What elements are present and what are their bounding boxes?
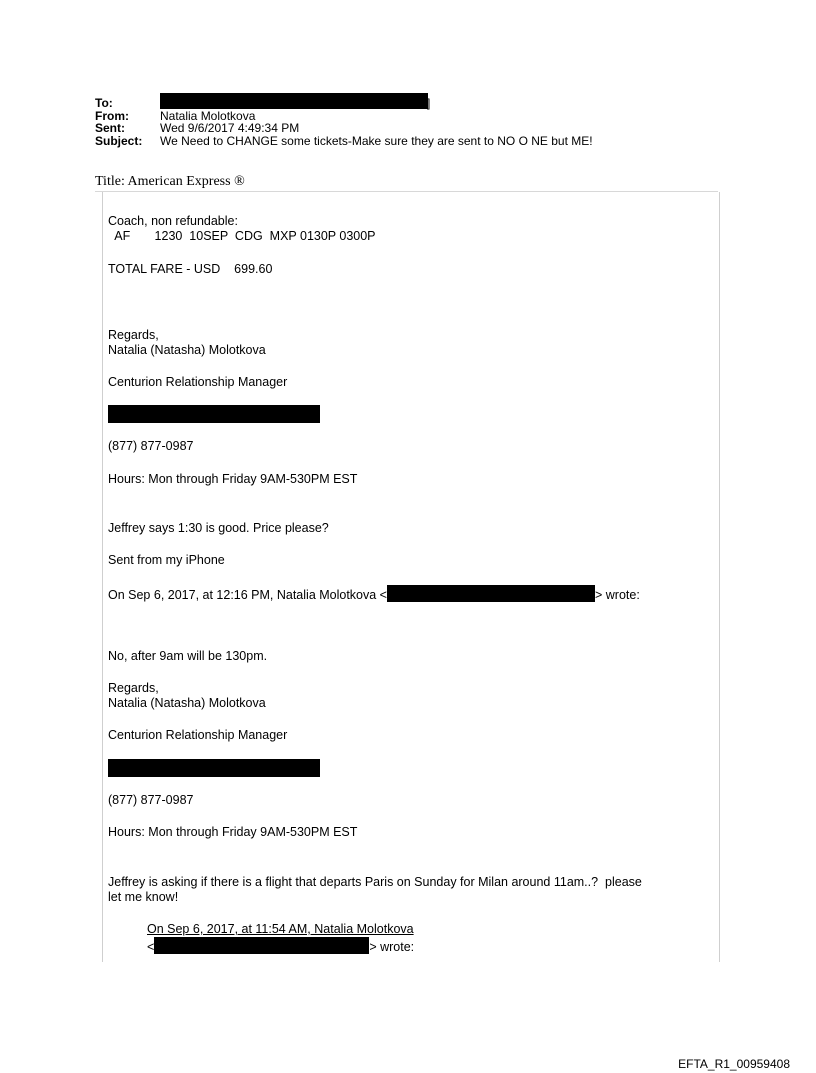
email-header bbox=[95, 97, 593, 147]
from-label: From: bbox=[95, 108, 129, 123]
regards-line: Regards, bbox=[108, 681, 159, 695]
regards-line: Regards, bbox=[108, 328, 159, 342]
redacted-block bbox=[108, 759, 320, 777]
phone-number: (877) 877-0987 bbox=[108, 793, 194, 807]
redacted-email bbox=[154, 937, 369, 954]
flight-line: AF 1230 10SEP CDG MXP 0130P 0300P bbox=[108, 229, 376, 243]
from-row bbox=[95, 110, 593, 123]
signature-title: Centurion Relationship Manager bbox=[108, 728, 288, 742]
redacted-block bbox=[108, 405, 320, 423]
redacted-to bbox=[160, 93, 431, 111]
from-value: Natalia Molotkova bbox=[160, 108, 256, 123]
sent-value: Wed 9/6/2017 4:49:34 PM bbox=[160, 121, 300, 136]
body-line: let me know! bbox=[108, 890, 179, 904]
to-label: To: bbox=[95, 96, 113, 111]
quote-email-start: < bbox=[147, 940, 155, 954]
quote-intro-end: > wrote: bbox=[595, 588, 640, 602]
total-fare: TOTAL FARE - USD 699.60 bbox=[108, 262, 273, 276]
to-bracket: ] bbox=[427, 96, 431, 111]
to-row bbox=[95, 97, 593, 110]
hours-line: Hours: Mon through Friday 9AM-530PM EST bbox=[108, 472, 358, 486]
document-title: Title: American Express ® bbox=[95, 173, 718, 192]
sent-label: Sent: bbox=[95, 121, 125, 136]
subject-row bbox=[95, 135, 593, 148]
signature-name: Natalia (Natasha) Molotkova bbox=[108, 696, 266, 710]
body-line: Sent from my iPhone bbox=[108, 553, 225, 567]
subject-label: Subject: bbox=[95, 133, 143, 148]
message-body-panel bbox=[102, 192, 720, 962]
body-line: Jeffrey says 1:30 is good. Price please? bbox=[108, 521, 329, 535]
redacted-email bbox=[387, 585, 595, 602]
hours-line: Hours: Mon through Friday 9AM-530PM EST bbox=[108, 825, 358, 839]
signature-name: Natalia (Natasha) Molotkova bbox=[108, 343, 266, 357]
body-line: Coach, non refundable: bbox=[108, 214, 238, 228]
body-line: No, after 9am will be 130pm. bbox=[108, 649, 268, 663]
body-line: Jeffrey is asking if there is a flight that departs Paris on Sunday for Milan around 11am..? please bbox=[108, 875, 642, 889]
quote-email-end: > wrote: bbox=[369, 940, 415, 954]
quote-intro bbox=[108, 585, 640, 603]
bates-number: EFTA_R1_00959408 bbox=[678, 1057, 790, 1071]
quote-intro: On Sep 6, 2017, at 11:54 AM, Natalia Molotkova bbox=[147, 922, 414, 936]
phone-number: (877) 877-0987 bbox=[108, 439, 194, 453]
quote-intro-start: On Sep 6, 2017, at 12:16 PM, Natalia Molotkova < bbox=[108, 588, 387, 602]
subject-value: We Need to CHANGE some tickets-Make sure they are sent to NO O NE but ME! bbox=[160, 133, 593, 148]
signature-title: Centurion Relationship Manager bbox=[108, 375, 288, 389]
quote-email-line bbox=[147, 937, 414, 955]
sent-row bbox=[95, 122, 593, 135]
